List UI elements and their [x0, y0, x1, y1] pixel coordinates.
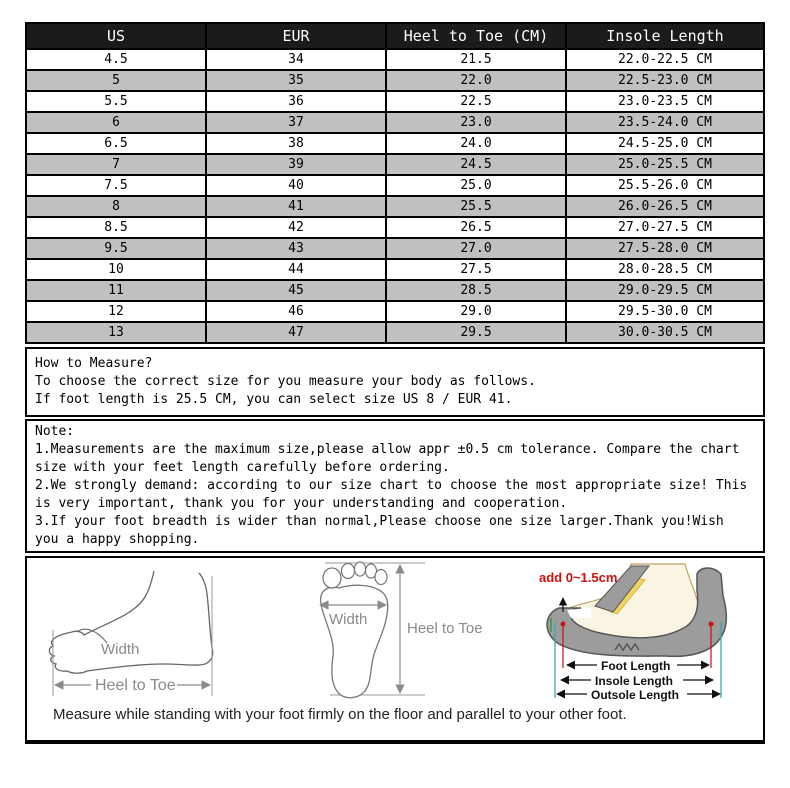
table-cell: 11 [26, 280, 206, 301]
table-row [26, 154, 764, 175]
table-cell: 25.5 [386, 196, 566, 217]
big-toe [323, 568, 341, 588]
table-cell: 21.5 [386, 49, 566, 70]
column-header-heel-to-toe: Heel to Toe (CM) [386, 23, 566, 49]
table-cell: 24.5-25.0 CM [566, 133, 764, 154]
table-cell: 10 [26, 259, 206, 280]
how-to-measure-title: How to Measure? [35, 356, 153, 371]
table-cell: 29.0 [386, 301, 566, 322]
table-cell: 7.5 [26, 175, 206, 196]
table-cell: 35 [206, 70, 386, 91]
table-cell: 29.5-30.0 CM [566, 301, 764, 322]
table-cell: 22.5-23.0 CM [566, 70, 764, 91]
table-cell: 12 [26, 301, 206, 322]
note-item-3: 3.If your foot breadth is wider than normal,Please choose one size larger.Thank you!Wish you a happy shopping. [35, 514, 724, 547]
table-cell: 36 [206, 91, 386, 112]
table-row [26, 133, 764, 154]
note-item-1: 1.Measurements are the maximum size,please allow appr ±0.5 cm tolerance. Compare the chart size with your feet length carefully before ordering. [35, 442, 740, 475]
table-cell: 41 [206, 196, 386, 217]
table-row [26, 70, 764, 91]
table-cell: 28.5 [386, 280, 566, 301]
foot-length-label: Foot Length [601, 659, 671, 673]
note-section [25, 419, 765, 553]
table-cell: 27.5 [386, 259, 566, 280]
table-row [26, 259, 764, 280]
table-cell: 26.0-26.5 CM [566, 196, 764, 217]
table-cell: 9.5 [26, 238, 206, 259]
table-cell: 34 [206, 49, 386, 70]
size-chart-page [25, 22, 765, 744]
footprint-outline [321, 585, 388, 698]
column-header-eur: EUR [206, 23, 386, 49]
table-cell: 5.5 [26, 91, 206, 112]
table-cell: 6 [26, 112, 206, 133]
table-row [26, 175, 764, 196]
how-to-measure-line1: To choose the correct size for you measure your body as follows. [35, 374, 536, 389]
header-row [26, 23, 764, 49]
table-cell: 43 [206, 238, 386, 259]
size-chart-table [25, 22, 765, 344]
note-item-2: 2.We strongly demand: according to our size chart to choose the most appropriate size! This is very important, thank you for your understanding and cooperation. [35, 478, 748, 511]
note-title: Note: [35, 424, 75, 439]
table-cell: 13 [26, 322, 206, 343]
table-cell: 30.0-30.5 CM [566, 322, 764, 343]
table-cell: 8.5 [26, 217, 206, 238]
top-heel-to-toe-label: Heel to Toe [407, 620, 483, 637]
table-cell: 23.0 [386, 112, 566, 133]
table-cell: 25.0-25.5 CM [566, 154, 764, 175]
table-row [26, 217, 764, 238]
table-cell: 39 [206, 154, 386, 175]
column-header-insole-length: Insole Length [566, 23, 764, 49]
side-heel-to-toe-label: Heel to Toe [95, 677, 176, 694]
table-row [26, 301, 764, 322]
table-cell: 26.5 [386, 217, 566, 238]
table-cell: 22.0-22.5 CM [566, 49, 764, 70]
table-cell: 42 [206, 217, 386, 238]
table-cell: 22.0 [386, 70, 566, 91]
table-row [26, 280, 764, 301]
table-cell: 25.5-26.0 CM [566, 175, 764, 196]
table-cell: 47 [206, 322, 386, 343]
side-view-foot-diagram [39, 564, 259, 704]
table-row [26, 49, 764, 70]
table-cell: 38 [206, 133, 386, 154]
table-cell: 7 [26, 154, 206, 175]
how-to-measure-line2: If foot length is 25.5 CM, you can select size US 8 / EUR 41. [35, 392, 513, 407]
table-cell: 45 [206, 280, 386, 301]
table-cell: 27.0-27.5 CM [566, 217, 764, 238]
table-cell: 25.0 [386, 175, 566, 196]
outsole-length-label: Outsole Length [591, 688, 679, 702]
table-cell: 40 [206, 175, 386, 196]
shoe-cross-section-diagram [535, 562, 765, 712]
table-row [26, 238, 764, 259]
table-cell: 27.0 [386, 238, 566, 259]
table-cell: 24.0 [386, 133, 566, 154]
table-row [26, 196, 764, 217]
toe [342, 564, 355, 579]
table-cell: 27.5-28.0 CM [566, 238, 764, 259]
column-header-us: US [26, 23, 206, 49]
table-cell: 22.5 [386, 91, 566, 112]
table-cell: 29.5 [386, 322, 566, 343]
toe [355, 562, 366, 576]
table-cell: 8 [26, 196, 206, 217]
measuring-diagrams-section [25, 556, 765, 744]
table-row [26, 322, 764, 343]
top-width-label: Width [329, 611, 368, 628]
table-cell: 46 [206, 301, 386, 322]
table-cell: 37 [206, 112, 386, 133]
measuring-caption: Measure while standing with your foot firmly on the floor and parallel to your other foot. [53, 706, 627, 723]
table-cell: 6.5 [26, 133, 206, 154]
table-cell: 28.0-28.5 CM [566, 259, 764, 280]
how-to-measure-section [25, 347, 765, 417]
toe [375, 570, 387, 585]
table-row [26, 91, 764, 112]
table-cell: 5 [26, 70, 206, 91]
insole-length-label: Insole Length [595, 674, 673, 688]
table-cell: 44 [206, 259, 386, 280]
side-width-label: Width [101, 641, 140, 658]
table-cell: 23.5-24.0 CM [566, 112, 764, 133]
table-cell: 24.5 [386, 154, 566, 175]
table-row [26, 112, 764, 133]
top-view-footprint-diagram [307, 558, 492, 708]
table-cell: 29.0-29.5 CM [566, 280, 764, 301]
table-cell: 23.0-23.5 CM [566, 91, 764, 112]
table-cell: 4.5 [26, 49, 206, 70]
add-allowance-label: add 0~1.5cm [539, 570, 618, 585]
